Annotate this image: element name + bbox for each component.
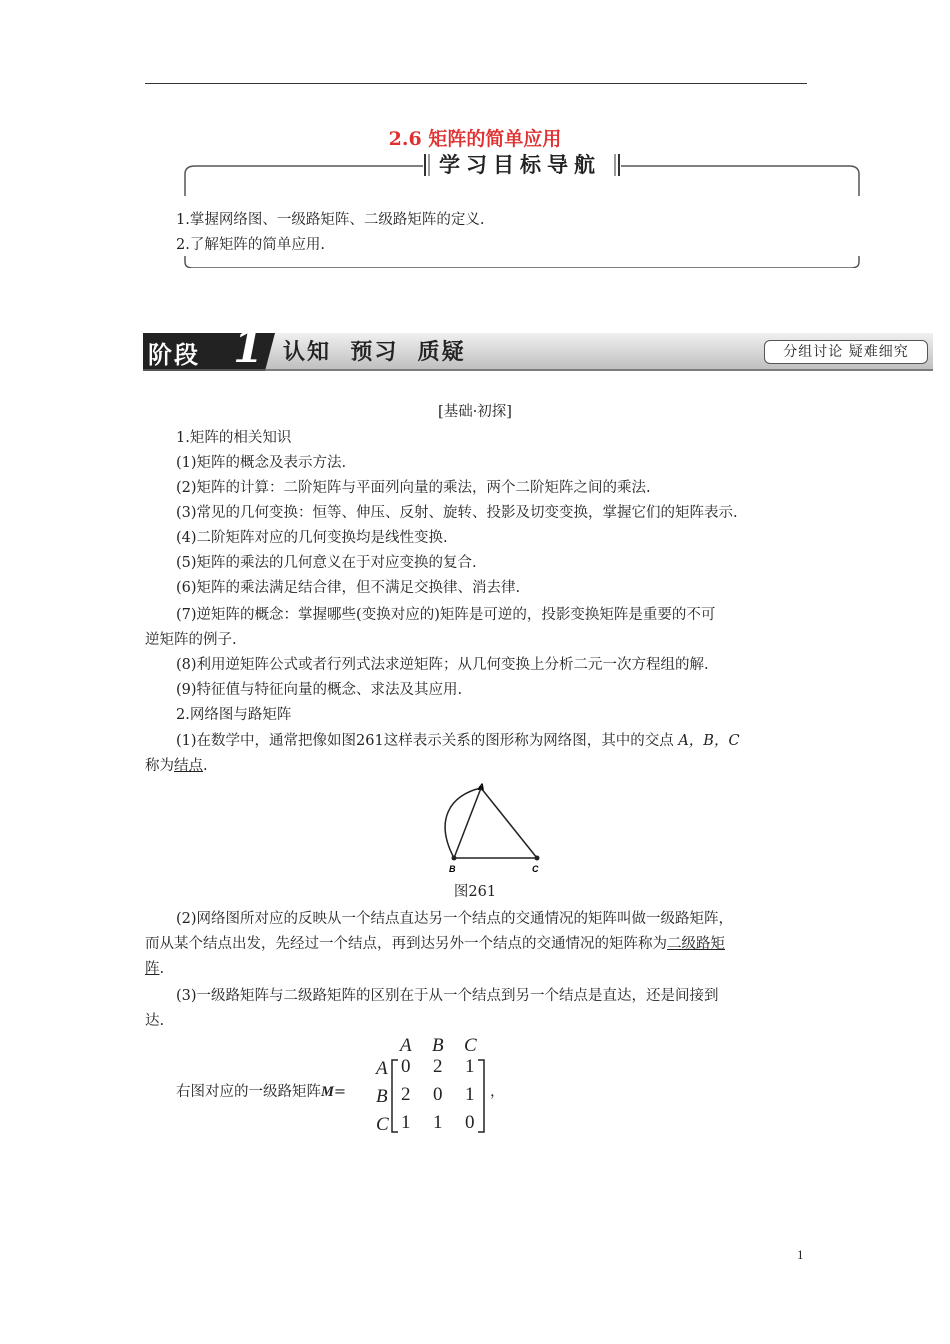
paragraph-6: (6)矩阵的乘法满足结合律，但不满足交换律、消去律. bbox=[176, 580, 521, 596]
item-1-text: (1)在数学中，通常把像如图261这样表示关系的图形称为网络图，其中的交点 bbox=[176, 733, 674, 749]
stage-number: 1 bbox=[233, 322, 264, 373]
matrix-cell: 1 bbox=[465, 1084, 475, 1105]
term-second-level-end: 阵 bbox=[145, 961, 160, 977]
item-1-nodes: A，B，C bbox=[678, 733, 740, 749]
node-b bbox=[452, 856, 457, 861]
paragraph-5: (5)矩阵的乘法的几何意义在于对应变换的复合. bbox=[176, 555, 477, 571]
paragraph-2: (2)矩阵的计算：二阶矩阵与平面列向量的乘法，两个二阶矩阵之间的乘法. bbox=[176, 480, 651, 496]
matrix-cell: 0 bbox=[465, 1112, 475, 1133]
section-tag: [基础·初探] bbox=[438, 404, 512, 420]
item-1-line-1 bbox=[176, 729, 740, 750]
item-3-line-2: 达. bbox=[145, 1013, 165, 1029]
item-2-text: 而从某个结点出发，先经过一个结点，再到达另外一个结点的交通情况的矩阵称为 bbox=[145, 936, 667, 952]
matrix-row-b: B bbox=[376, 1086, 388, 1107]
item-2-line-2 bbox=[145, 932, 725, 953]
goal-item-2: 2.了解矩阵的简单应用. bbox=[176, 237, 325, 253]
goal-item-1: 1.掌握网络图、一级路矩阵、二级路矩阵的定义. bbox=[176, 212, 485, 228]
stage-title: 认知 预习 质疑 bbox=[283, 340, 466, 365]
item-2-line-1: (2)网络图所对应的反映从一个结点直达另一个结点的交通情况的矩阵叫做一级路矩阵， bbox=[176, 911, 734, 927]
paragraph-8: (8)利用逆矩阵公式或者行列式法求逆矩阵；从几何变换上分析二元一次方程组的解. bbox=[176, 657, 709, 673]
item-2-line-3 bbox=[145, 957, 164, 978]
item-2-end: . bbox=[159, 961, 165, 977]
paragraph-7b: 逆矩阵的例子. bbox=[145, 632, 237, 648]
item-3-line-1: (3)一级路矩阵与二级路矩阵的区别在于从一个结点到另一个结点是直达，还是间接到 bbox=[176, 988, 719, 1004]
matrix-cell: 2 bbox=[433, 1056, 443, 1077]
page-number: 1 bbox=[797, 1247, 804, 1262]
matrix-col-c: C bbox=[464, 1035, 477, 1056]
paragraph-7a: (7)逆矩阵的概念：掌握哪些(变换对应的)矩阵是可逆的，投影变换矩阵是重要的不可 bbox=[176, 607, 716, 623]
item-1-line-2 bbox=[145, 754, 208, 775]
item-1-text-2: 称为 bbox=[145, 758, 174, 774]
figure-caption: 图261 bbox=[453, 884, 497, 900]
paragraph-4: (4)二阶矩阵对应的几何变换均是线性变换. bbox=[176, 530, 448, 546]
matrix-cell: 2 bbox=[401, 1084, 411, 1105]
term-node: 结点 bbox=[174, 758, 203, 774]
matrix-cell: 0 bbox=[401, 1056, 411, 1077]
matrix-cell: 1 bbox=[401, 1112, 411, 1133]
matrix-row-c: C bbox=[376, 1114, 389, 1135]
matrix-end-comma: ， bbox=[490, 1084, 505, 1100]
matrix-cell: 0 bbox=[433, 1084, 443, 1105]
page-title: 2.6 矩阵的简单应用 bbox=[388, 128, 562, 150]
label-b: B bbox=[449, 864, 456, 874]
matrix-cell: 1 bbox=[465, 1056, 475, 1077]
label-c: C bbox=[532, 864, 539, 874]
network-figure bbox=[440, 780, 550, 878]
stage-tag: 分组讨论 疑难细究 bbox=[764, 340, 928, 364]
header-rule bbox=[145, 83, 807, 84]
stage-label: 阶段 bbox=[148, 341, 200, 369]
node-c bbox=[535, 856, 540, 861]
label-a: A bbox=[478, 782, 485, 792]
matrix-intro-text: 右图对应的一级路矩阵 bbox=[176, 1084, 321, 1100]
paragraph-3: (3)常见的几何变换：恒等、伸压、反射、旋转、投影及切变变换，掌握它们的矩阵表示. bbox=[176, 505, 738, 521]
paragraph-1: (1)矩阵的概念及表示方法. bbox=[176, 455, 347, 471]
matrix-col-a: A bbox=[400, 1035, 412, 1056]
matrix-intro bbox=[176, 1080, 346, 1101]
item-1-end: . bbox=[203, 758, 208, 774]
heading-1: 1.矩阵的相关知识 bbox=[176, 430, 292, 446]
goals-heading: 学习目标导航 bbox=[439, 153, 601, 177]
matrix-variable: M bbox=[321, 1084, 334, 1100]
term-second-level: 二级路矩 bbox=[667, 936, 725, 952]
paragraph-9: (9)特征值与特征向量的概念、求法及其应用. bbox=[176, 682, 463, 698]
heading-2: 2.网络图与路矩阵 bbox=[176, 707, 292, 723]
matrix-cell: 1 bbox=[433, 1112, 443, 1133]
matrix-row-a: A bbox=[376, 1058, 388, 1079]
matrix-col-b: B bbox=[432, 1035, 444, 1056]
matrix-equals: = bbox=[333, 1084, 347, 1100]
